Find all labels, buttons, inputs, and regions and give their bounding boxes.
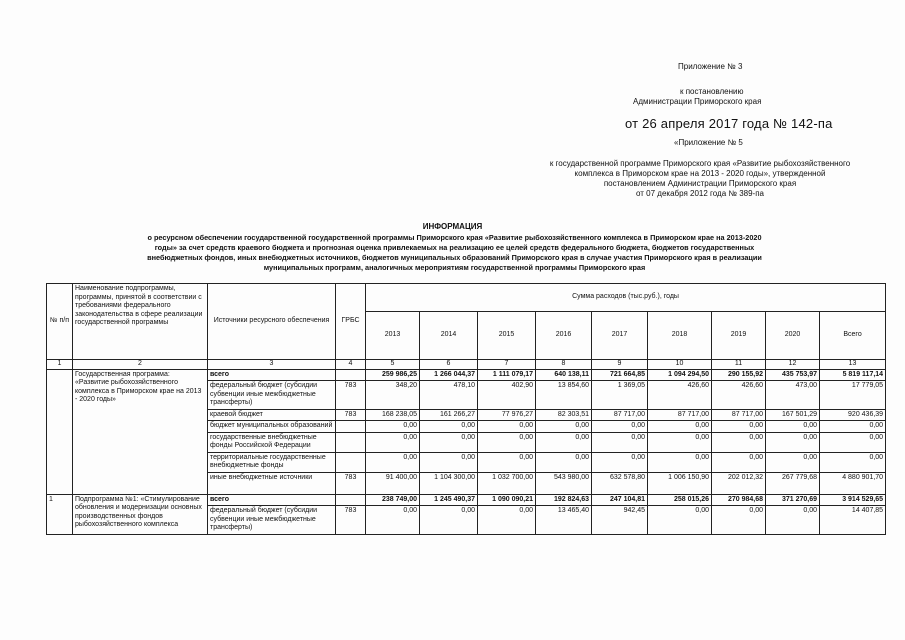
amount-cell: 473,00	[766, 381, 820, 410]
amount-cell: 0,00	[366, 432, 420, 452]
funding-source: иные внебюджетные источники	[208, 472, 336, 494]
header-sum: Сумма расходов (тыс.руб.), годы	[366, 284, 886, 312]
amount-cell: 0,00	[648, 452, 712, 472]
column-number: 3	[208, 360, 336, 370]
column-number: 12	[766, 360, 820, 370]
amount-cell: 1 369,05	[592, 381, 648, 410]
grbs-code: 783	[336, 506, 366, 535]
subprogram-block	[47, 494, 886, 534]
program-ref-line: к государственной программе Приморского края «Развитие рыбохозяйственного	[549, 159, 851, 168]
amount-cell: 0,00	[536, 452, 592, 472]
amount-cell: 0,00	[648, 506, 712, 535]
amount-cell: 87 717,00	[712, 409, 766, 421]
amount-cell: 5 819 117,14	[820, 369, 886, 381]
column-number: 4	[336, 360, 366, 370]
amount-cell: 0,00	[420, 432, 478, 452]
amount-cell: 1 111 079,17	[478, 369, 536, 381]
appendix-5: «Приложение № 5	[674, 138, 743, 147]
amount-cell: 0,00	[820, 432, 886, 452]
amount-cell: 0,00	[478, 452, 536, 472]
resource-table	[46, 283, 886, 535]
grbs-code: 783	[336, 472, 366, 494]
amount-cell: 0,00	[420, 421, 478, 433]
column-number: 2	[73, 360, 208, 370]
funding-source: государственные внебюджетные фонды Российской Федерации	[208, 432, 336, 452]
program-ref-line: от 07 декабря 2012 года № 389-па	[636, 189, 764, 198]
funding-source: бюджет муниципальных образований	[208, 421, 336, 433]
amount-cell: 13 854,60	[536, 381, 592, 410]
amount-cell: 82 303,51	[536, 409, 592, 421]
table-row	[47, 494, 886, 506]
amount-cell: 258 015,26	[648, 494, 712, 506]
header-grbs: ГРБС	[336, 284, 366, 360]
amount-cell: 543 980,00	[536, 472, 592, 494]
amount-cell: 87 717,00	[648, 409, 712, 421]
amount-cell: 0,00	[648, 432, 712, 452]
grbs-code	[336, 369, 366, 381]
header-year: 2013	[366, 312, 420, 360]
amount-cell: 87 717,00	[592, 409, 648, 421]
amount-cell: 402,90	[478, 381, 536, 410]
amount-cell: 435 753,97	[766, 369, 820, 381]
amount-cell: 0,00	[592, 421, 648, 433]
column-number: 5	[366, 360, 420, 370]
column-number: 13	[820, 360, 886, 370]
amount-cell: 0,00	[478, 506, 536, 535]
amount-cell: 1 006 150,90	[648, 472, 712, 494]
amount-cell: 167 501,29	[766, 409, 820, 421]
program-ref-line: комплекса в Приморском крае на 2013 - 2020 годы», утвержденной	[574, 169, 826, 178]
amount-cell: 0,00	[712, 421, 766, 433]
amount-cell: 0,00	[712, 452, 766, 472]
amount-cell: 0,00	[766, 432, 820, 452]
row-number	[47, 369, 73, 494]
amount-cell: 0,00	[366, 506, 420, 535]
amount-cell: 168 238,05	[366, 409, 420, 421]
decree-date: от 26 апреля 2017 года № 142-па	[625, 116, 833, 131]
amount-cell: 426,60	[648, 381, 712, 410]
program-block	[47, 369, 886, 494]
grbs-code: 783	[336, 381, 366, 410]
amount-cell: 0,00	[766, 452, 820, 472]
amount-cell: 0,00	[536, 432, 592, 452]
amount-cell: 632 578,80	[592, 472, 648, 494]
column-number: 8	[536, 360, 592, 370]
amount-cell: 348,20	[366, 381, 420, 410]
header-year: Всего	[820, 312, 886, 360]
header-num: № п/п	[47, 284, 73, 360]
amount-cell: 0,00	[536, 421, 592, 433]
amount-cell: 0,00	[820, 452, 886, 472]
amount-cell: 0,00	[712, 432, 766, 452]
amount-cell: 721 664,85	[592, 369, 648, 381]
column-number: 11	[712, 360, 766, 370]
amount-cell: 0,00	[478, 432, 536, 452]
amount-cell: 4 880 901,70	[820, 472, 886, 494]
info-title: ИНФОРМАЦИЯ	[422, 222, 483, 231]
column-number: 6	[420, 360, 478, 370]
header-year: 2020	[766, 312, 820, 360]
amount-cell: 238 749,00	[366, 494, 420, 506]
header-sources: Источники ресурсного обеспечения	[208, 284, 336, 360]
amount-cell: 1 266 044,37	[420, 369, 478, 381]
funding-source: всего	[208, 494, 336, 506]
to-decree: к постановлению	[680, 87, 744, 96]
amount-cell: 0,00	[592, 432, 648, 452]
row-number: 1	[47, 494, 73, 534]
amount-cell: 161 266,27	[420, 409, 478, 421]
header-year: 2015	[478, 312, 536, 360]
info-line: годы» за счет средств краевого бюджета и прогнозная оценка привлекаемых на реализацию ее целей средств федерального бюджета, бюджетов государственных	[154, 243, 755, 252]
amount-cell: 290 155,92	[712, 369, 766, 381]
amount-cell: 259 986,25	[366, 369, 420, 381]
info-line: муниципальных программ, аналогичных мероприятиям государственной программы Приморского края	[263, 263, 646, 272]
grbs-code	[336, 432, 366, 452]
amount-cell: 247 104,81	[592, 494, 648, 506]
amount-cell: 192 824,63	[536, 494, 592, 506]
amount-cell: 1 090 090,21	[478, 494, 536, 506]
amount-cell: 0,00	[478, 421, 536, 433]
amount-cell: 1 104 300,00	[420, 472, 478, 494]
table-row	[47, 369, 886, 381]
program-ref-line: постановлением Администрации Приморского края	[603, 179, 797, 188]
administration: Администрации Приморского края	[633, 97, 762, 106]
funding-source: территориальные государственные внебюджетные фонды	[208, 452, 336, 472]
amount-cell: 270 984,68	[712, 494, 766, 506]
amount-cell: 942,45	[592, 506, 648, 535]
amount-cell: 0,00	[420, 506, 478, 535]
amount-cell: 640 138,11	[536, 369, 592, 381]
amount-cell: 371 270,69	[766, 494, 820, 506]
header-name: Наименование подпрограммы, программы, принятой в соответствии с требованиями федерального законодательства в сфере реализации государственной программы	[73, 284, 208, 360]
amount-cell: 13 465,40	[536, 506, 592, 535]
info-body	[82, 233, 827, 273]
column-number: 10	[648, 360, 712, 370]
column-number: 9	[592, 360, 648, 370]
header-year: 2017	[592, 312, 648, 360]
amount-cell: 1 094 294,50	[648, 369, 712, 381]
amount-cell: 920 436,39	[820, 409, 886, 421]
amount-cell: 3 914 529,65	[820, 494, 886, 506]
amount-cell: 0,00	[766, 506, 820, 535]
program-name: Государственная программа: «Развитие рыбохозяйственного комплекса в Приморском крае на 2013 - 2020 годы»	[73, 369, 208, 494]
header-year: 2014	[420, 312, 478, 360]
amount-cell: 202 012,32	[712, 472, 766, 494]
amount-cell: 14 407,85	[820, 506, 886, 535]
amount-cell: 77 976,27	[478, 409, 536, 421]
amount-cell: 0,00	[366, 452, 420, 472]
amount-cell: 267 779,68	[766, 472, 820, 494]
program-reference	[540, 159, 860, 199]
amount-cell: 0,00	[592, 452, 648, 472]
grbs-code	[336, 494, 366, 506]
amount-cell: 0,00	[766, 421, 820, 433]
amount-cell: 1 032 700,00	[478, 472, 536, 494]
amount-cell: 0,00	[712, 506, 766, 535]
header-year: 2019	[712, 312, 766, 360]
amount-cell: 17 779,05	[820, 381, 886, 410]
amount-cell: 1 245 490,37	[420, 494, 478, 506]
grbs-code	[336, 421, 366, 433]
funding-source: федеральный бюджет (субсидии субвенции иные межбюджетные трансферты)	[208, 506, 336, 535]
funding-source: краевой бюджет	[208, 409, 336, 421]
amount-cell: 426,60	[712, 381, 766, 410]
grbs-code: 783	[336, 409, 366, 421]
amount-cell: 478,10	[420, 381, 478, 410]
amount-cell: 0,00	[420, 452, 478, 472]
header-year: 2016	[536, 312, 592, 360]
appendix-number: Приложение № 3	[678, 62, 743, 71]
column-number: 7	[478, 360, 536, 370]
column-number: 1	[47, 360, 73, 370]
program-name: Подпрограмма №1: «Стимулирование обновления и модернизации основных производственных фондов рыбохозяйственного комплекса	[73, 494, 208, 534]
grbs-code	[336, 452, 366, 472]
amount-cell: 0,00	[820, 421, 886, 433]
amount-cell: 0,00	[366, 421, 420, 433]
funding-source: федеральный бюджет (субсидии субвенции иные межбюджетные трансферты)	[208, 381, 336, 410]
funding-source: всего	[208, 369, 336, 381]
amount-cell: 0,00	[648, 421, 712, 433]
info-line: о ресурсном обеспечении государственной государственной программы Приморского края «Развитие рыбохозяйственного комплекса в Приморском крае на 2013-2020	[147, 233, 762, 242]
amount-cell: 91 400,00	[366, 472, 420, 494]
header-year: 2018	[648, 312, 712, 360]
info-line: внебюджетных фондов, иных внебюджетных источников, бюджетов муниципальных образований Приморского края в случае участия Приморского края в реализации	[147, 253, 762, 262]
